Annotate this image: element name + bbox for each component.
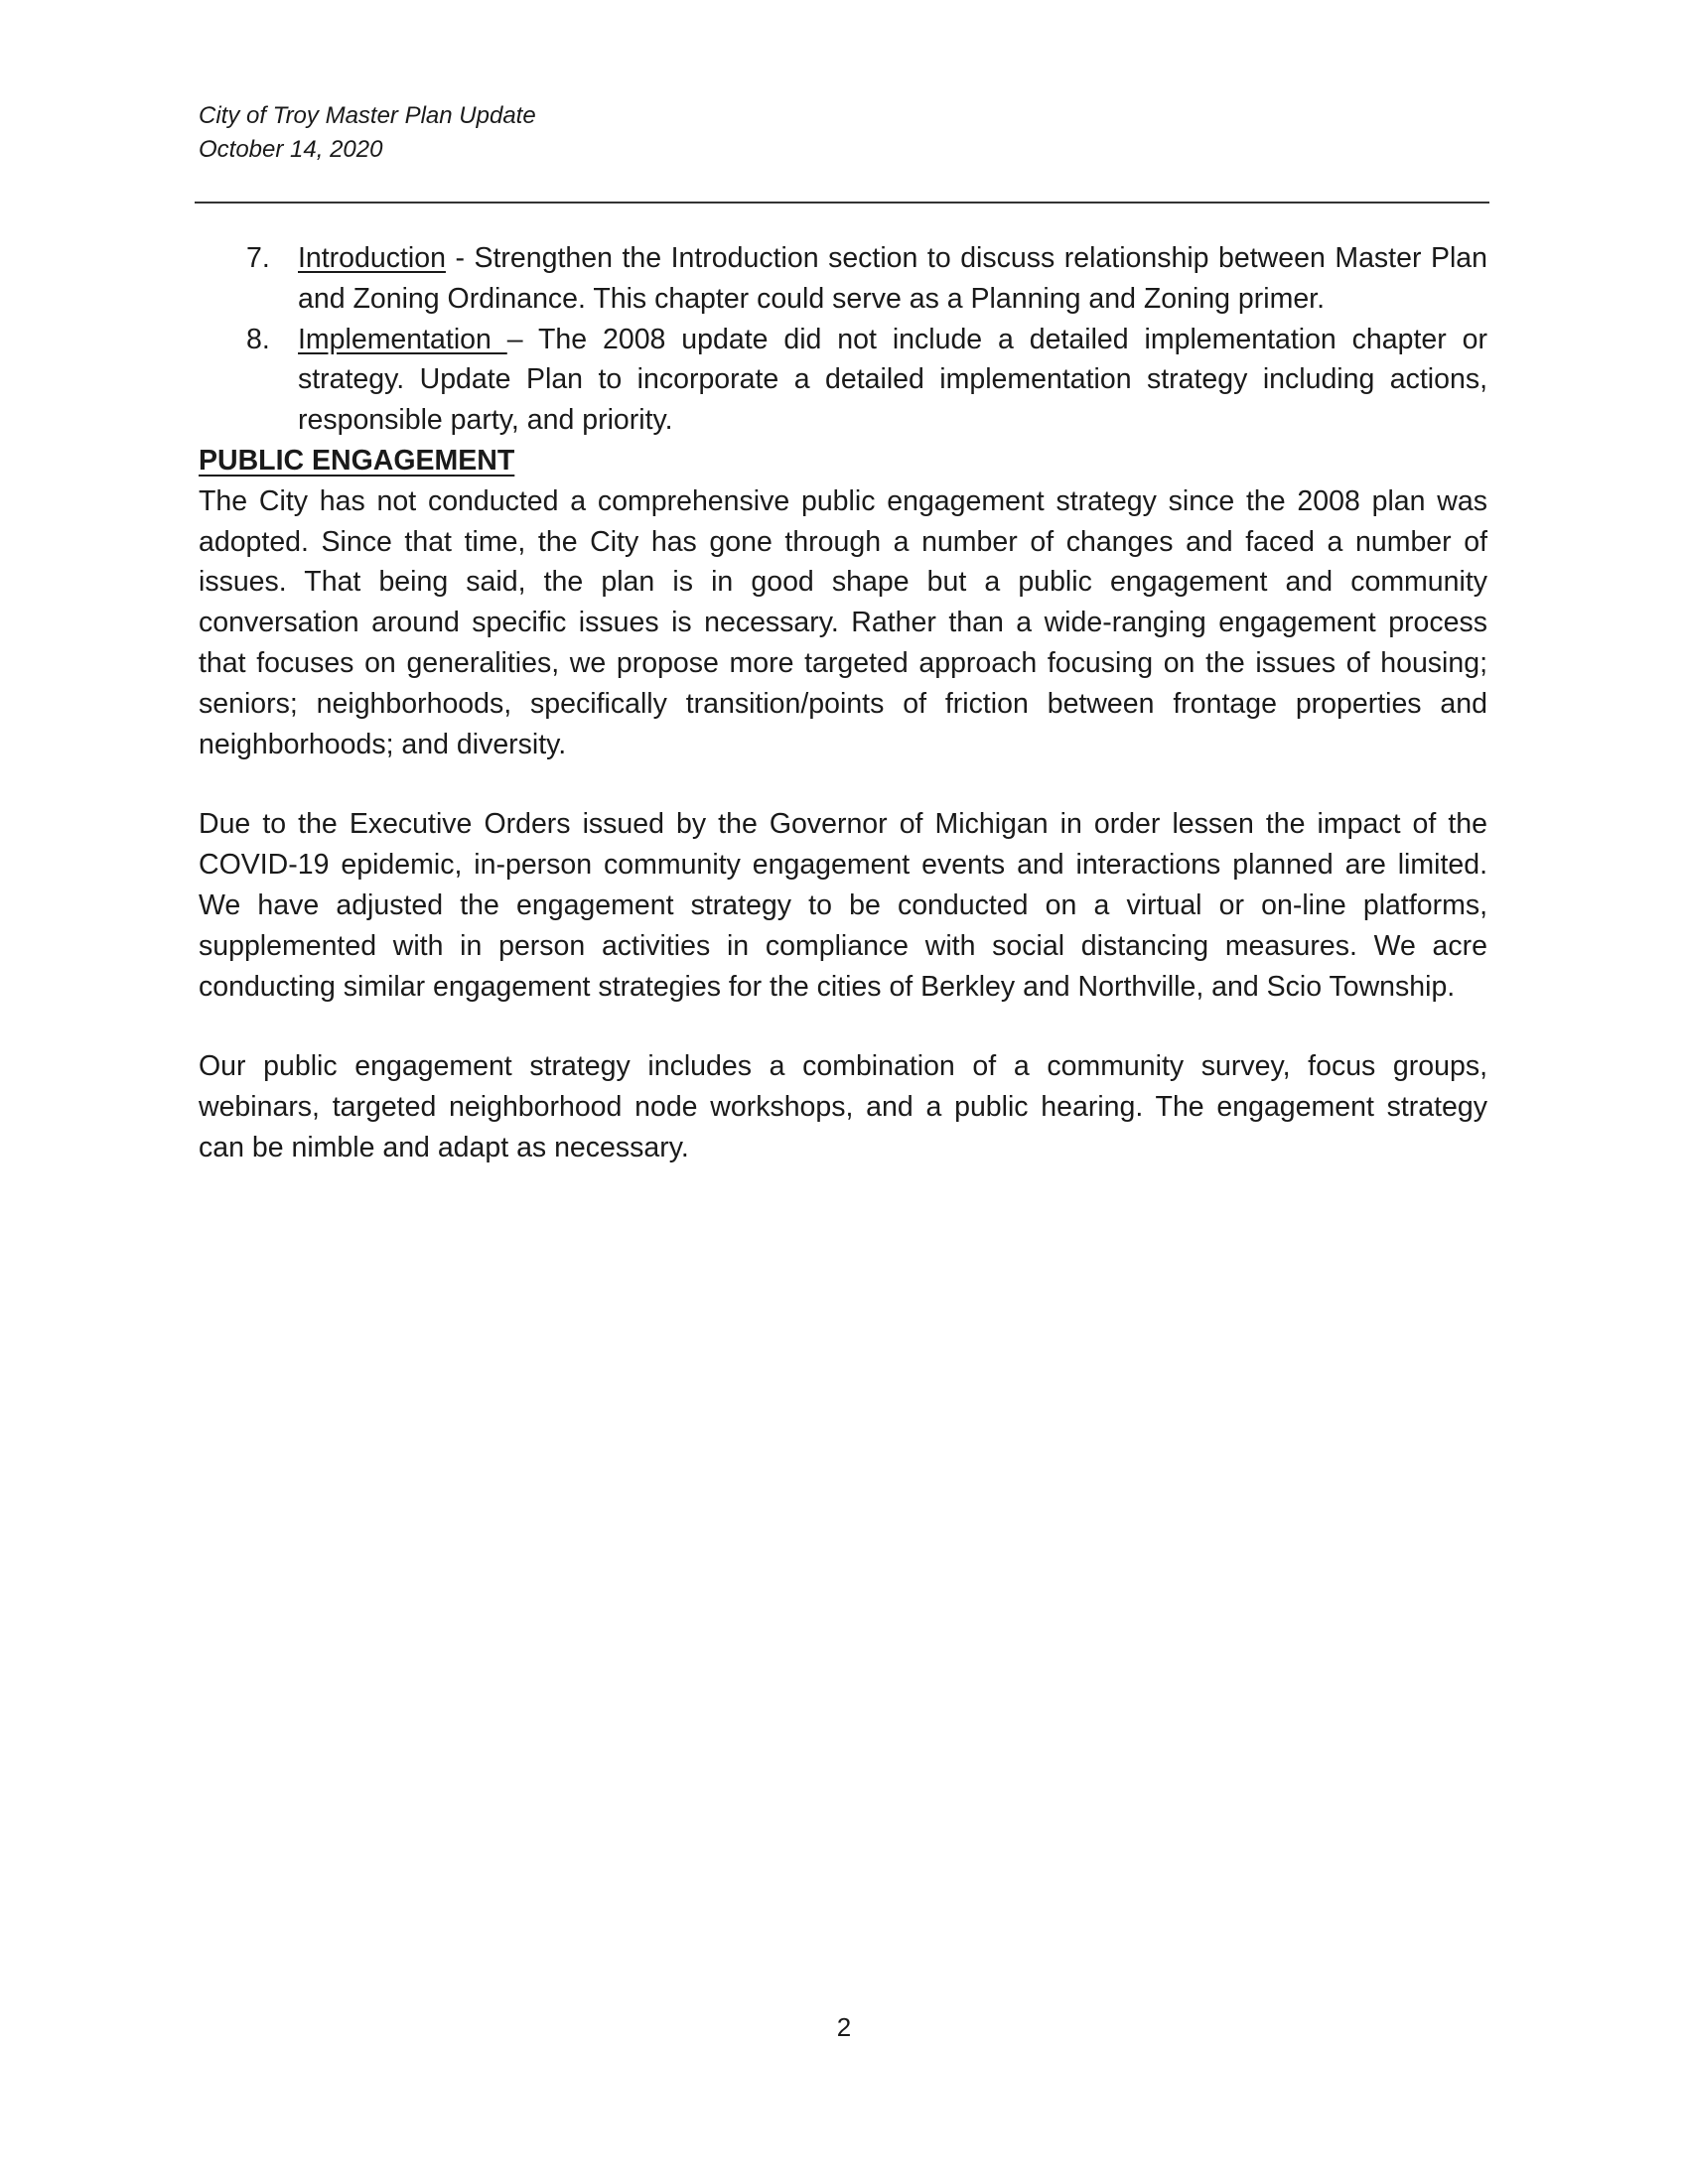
list-item-term: Implementation <box>298 323 507 355</box>
list-item-text: Strengthen the Introduction section to discuss relationship between Master Plan and Zoning Ordinance. This chapter could serve as a Planning and Zoning primer. <box>298 242 1487 315</box>
section-heading: PUBLIC ENGAGEMENT <box>199 444 515 477</box>
numbered-list <box>199 238 1487 441</box>
page-content <box>199 238 1487 1168</box>
page-header <box>199 99 1489 167</box>
document-date: October 14, 2020 <box>199 136 383 163</box>
list-item-term: Introduction <box>298 242 446 274</box>
paragraph: Our public engagement strategy includes a combination of a community survey, focus groups, webinars, targeted neighborhood node workshops, and a public hearing. The engagement strategy can be nimble and adapt as necessary. <box>199 1050 1487 1163</box>
list-item-number: 8. <box>246 323 270 355</box>
list-item-number: 7. <box>246 242 270 274</box>
paragraph: The City has not conducted a comprehensive public engagement strategy since the 2008 plan was adopted. Since that time, the City has gone through a number of changes and faced a number of issues. That being said, the plan is in good shape but a public engagement and community conversation around specific issues is necessary. Rather than a wide-ranging engagement process that focuses on generalities, we propose more targeted approach focusing on the issues of housing; seniors; neighborhoods, specifically transition/points of friction between frontage properties and neighborhoods; and diversity. <box>199 484 1487 760</box>
page-number: 2 <box>836 2012 852 2042</box>
list-item-text: The 2008 update did not include a detailed implementation chapter or strategy. Update Plan to incorporate a detailed implementation strategy including actions, responsible party, and priority. <box>298 323 1487 437</box>
list-item-separator: – <box>506 323 538 355</box>
list-item-separator: - <box>445 242 475 274</box>
document-title: City of Troy Master Plan Update <box>199 102 536 129</box>
list-item <box>199 320 1487 441</box>
paragraph: Due to the Executive Orders issued by the Governor of Michigan in order lessen the impact of the COVID-19 epidemic, in-person community engagement events and interactions planned are limited. We have adjusted the engagement strategy to be conducted on a virtual or on-line platforms, supplemented with in person activities in compliance with social distancing measures. We acre conducting similar engagement strategies for the cities of Berkley and Northville, and Scio Township. <box>199 808 1487 1003</box>
header-divider <box>195 202 1489 204</box>
list-item <box>199 238 1487 320</box>
